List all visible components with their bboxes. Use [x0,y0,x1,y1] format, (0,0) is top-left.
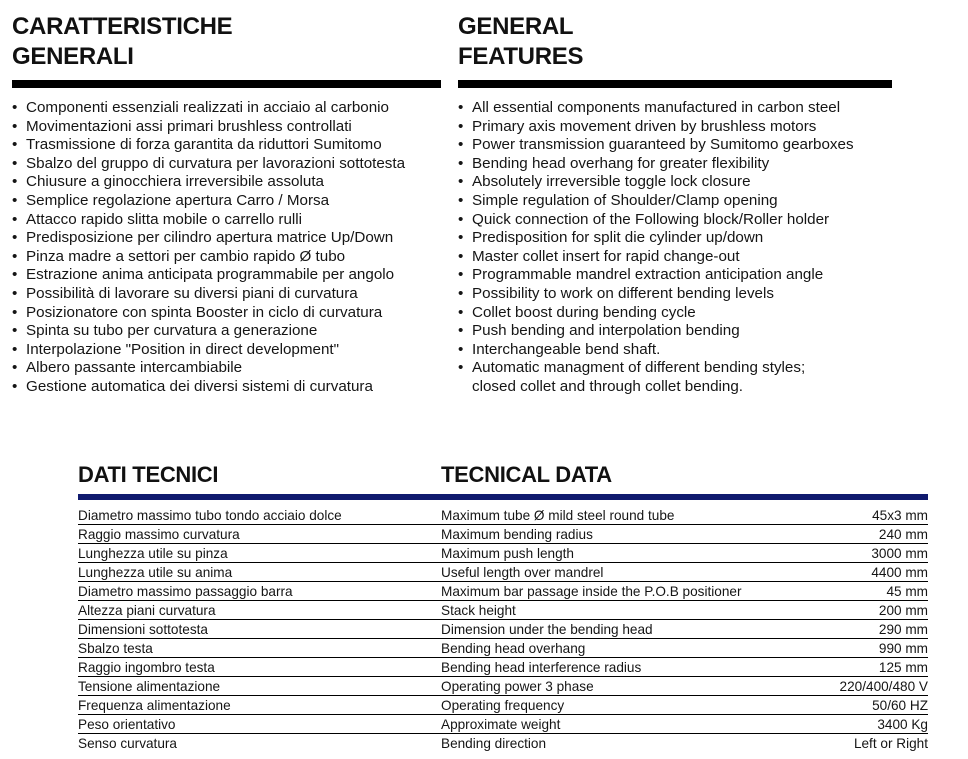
it-feature-item: • Semplice regolazione apertura Carro / Morsa [12,192,405,211]
tech-divider [78,494,928,500]
it-features-title-line1: CARATTERISTICHE [12,13,233,40]
tech-value: 3000 mm [871,546,928,561]
tech-label-en: Operating power 3 phase [441,679,594,694]
tech-data-table [78,506,928,752]
en-feature-item: • Programmable mandrel extraction anticipation angle [458,266,854,285]
tech-label-it: Altezza piani curvatura [78,603,216,618]
it-feature-item: • Possibilità di lavorare su diversi piani di curvatura [12,285,405,304]
tech-label-it: Lunghezza utile su pinza [78,546,228,561]
tech-value: 990 mm [878,641,928,656]
tech-row [78,658,928,677]
tech-row [78,601,928,620]
en-feature-item: • Predisposition for split die cylinder up/down [458,229,854,248]
it-features-list [12,99,405,397]
tech-value: 45 mm [886,584,928,599]
tech-label-it: Frequenza alimentazione [78,698,231,713]
it-feature-item: • Componenti essenziali realizzati in acciaio al carbonio [12,99,405,118]
en-feature-item: closed collet and through collet bending. [472,377,744,395]
tech-label-en: Dimension under the bending head [441,622,653,637]
en-feature-item: • Absolutely irreversible toggle lock closure [458,173,854,192]
en-feature-item: • Bending head overhang for greater flexibility [458,155,854,174]
it-feature-item: • Estrazione anima anticipata programmabile per angolo [12,266,405,285]
it-feature-item: • Posizionatore con spinta Booster in ciclo di curvatura [12,304,405,323]
tech-value: 4400 mm [871,565,928,580]
tech-label-it: Peso orientativo [78,717,176,732]
tech-label-it: Diametro massimo passaggio barra [78,584,293,599]
tech-row [78,620,928,639]
it-features-title [12,12,232,72]
it-feature-item: • Chiusure a ginocchiera irreversibile assoluta [12,173,405,192]
tech-label-en: Stack height [441,603,516,618]
en-feature-item: • Simple regulation of Shoulder/Clamp opening [458,192,854,211]
en-feature-item: • Primary axis movement driven by brushless motors [458,118,854,137]
tech-row [78,582,928,601]
tech-value: 125 mm [878,660,928,675]
en-features-divider [458,80,892,88]
tech-label-it: Raggio ingombro testa [78,660,215,675]
tech-row [78,639,928,658]
tech-value: 290 mm [878,622,928,637]
tech-value: 3400 Kg [877,717,928,732]
tech-label-en: Maximum bending radius [441,527,593,542]
en-feature-item: • Power transmission guaranteed by Sumitomo gearboxes [458,136,854,155]
it-feature-item: • Trasmissione di forza garantita da riduttori Sumitomo [12,136,405,155]
en-feature-item: • Push bending and interpolation bending [458,322,854,341]
tech-value: 45x3 mm [872,508,928,523]
it-feature-item: • Sbalzo del gruppo di curvatura per lavorazioni sottotesta [12,155,405,174]
it-features-divider [12,80,441,88]
en-feature-item: • Possibility to work on different bending levels [458,285,854,304]
tech-label-en: Bending head overhang [441,641,586,656]
tech-label-it: Dimensioni sottotesta [78,622,208,637]
tech-value: 240 mm [878,527,928,542]
en-feature-item: • Collet boost during bending cycle [458,304,854,323]
tech-label-en: Maximum tube Ø mild steel round tube [441,508,675,523]
it-feature-item: • Gestione automatica dei diversi sistemi di curvatura [12,378,405,397]
it-feature-item: • Albero passante intercambiabile [12,359,405,378]
tech-value: 220/400/480 V [839,679,928,694]
it-feature-item: • Predisposizione per cilindro apertura matrice Up/Down [12,229,405,248]
it-feature-item: • Pinza madre a settori per cambio rapido Ø tubo [12,248,405,267]
tech-row [78,715,928,734]
tech-label-en: Maximum push length [441,546,574,561]
tech-label-it: Senso curvatura [78,736,177,751]
tech-label-it: Tensione alimentazione [78,679,221,694]
it-features-title-line2: GENERALI [12,43,134,70]
en-feature-item: • Quick connection of the Following block/Roller holder [458,211,854,230]
tech-row [78,544,928,563]
tech-label-it: Lunghezza utile su anima [78,565,233,580]
en-feature-item: • Automatic managment of different bending styles; [458,359,854,378]
tech-row [78,677,928,696]
tech-label-it: Diametro massimo tubo tondo acciaio dolce [78,508,342,523]
en-feature-item: • Interchangeable bend shaft. [458,341,854,360]
tech-label-it: Sbalzo testa [78,641,153,656]
tech-row [78,563,928,582]
tech-row [78,734,928,752]
it-feature-item: • Spinta su tubo per curvatura a generazione [12,322,405,341]
it-feature-item: • Attacco rapido slitta mobile o carrello rulli [12,211,405,230]
tech-label-en: Approximate weight [441,717,561,732]
tech-title-en: TECNICAL DATA [441,462,612,487]
en-features-title-line1: GENERAL [458,13,574,40]
tech-label-en: Bending head interference radius [441,660,642,675]
en-feature-item: • Master collet insert for rapid change-out [458,248,854,267]
it-feature-item: • Interpolazione "Position in direct development" [12,341,405,360]
en-features-title [458,12,583,72]
en-feature-item: • All essential components manufactured in carbon steel [458,99,854,118]
tech-row [78,696,928,715]
tech-value: Left or Right [853,736,928,751]
tech-label-en: Operating frequency [441,698,565,713]
tech-label-en: Maximum bar passage inside the P.O.B positioner [441,584,742,599]
en-features-list [458,99,854,397]
tech-title-it: DATI TECNICI [78,462,219,487]
tech-value: 50/60 HZ [872,698,928,713]
tech-label-it: Raggio massimo curvatura [78,527,240,542]
tech-row [78,525,928,544]
tech-value: 200 mm [878,603,928,618]
tech-label-en: Useful length over mandrel [441,565,604,580]
it-feature-item: • Movimentazioni assi primari brushless controllati [12,118,405,137]
tech-row [78,506,928,525]
tech-label-en: Bending direction [441,736,547,751]
en-features-title-line2: FEATURES [458,43,584,70]
